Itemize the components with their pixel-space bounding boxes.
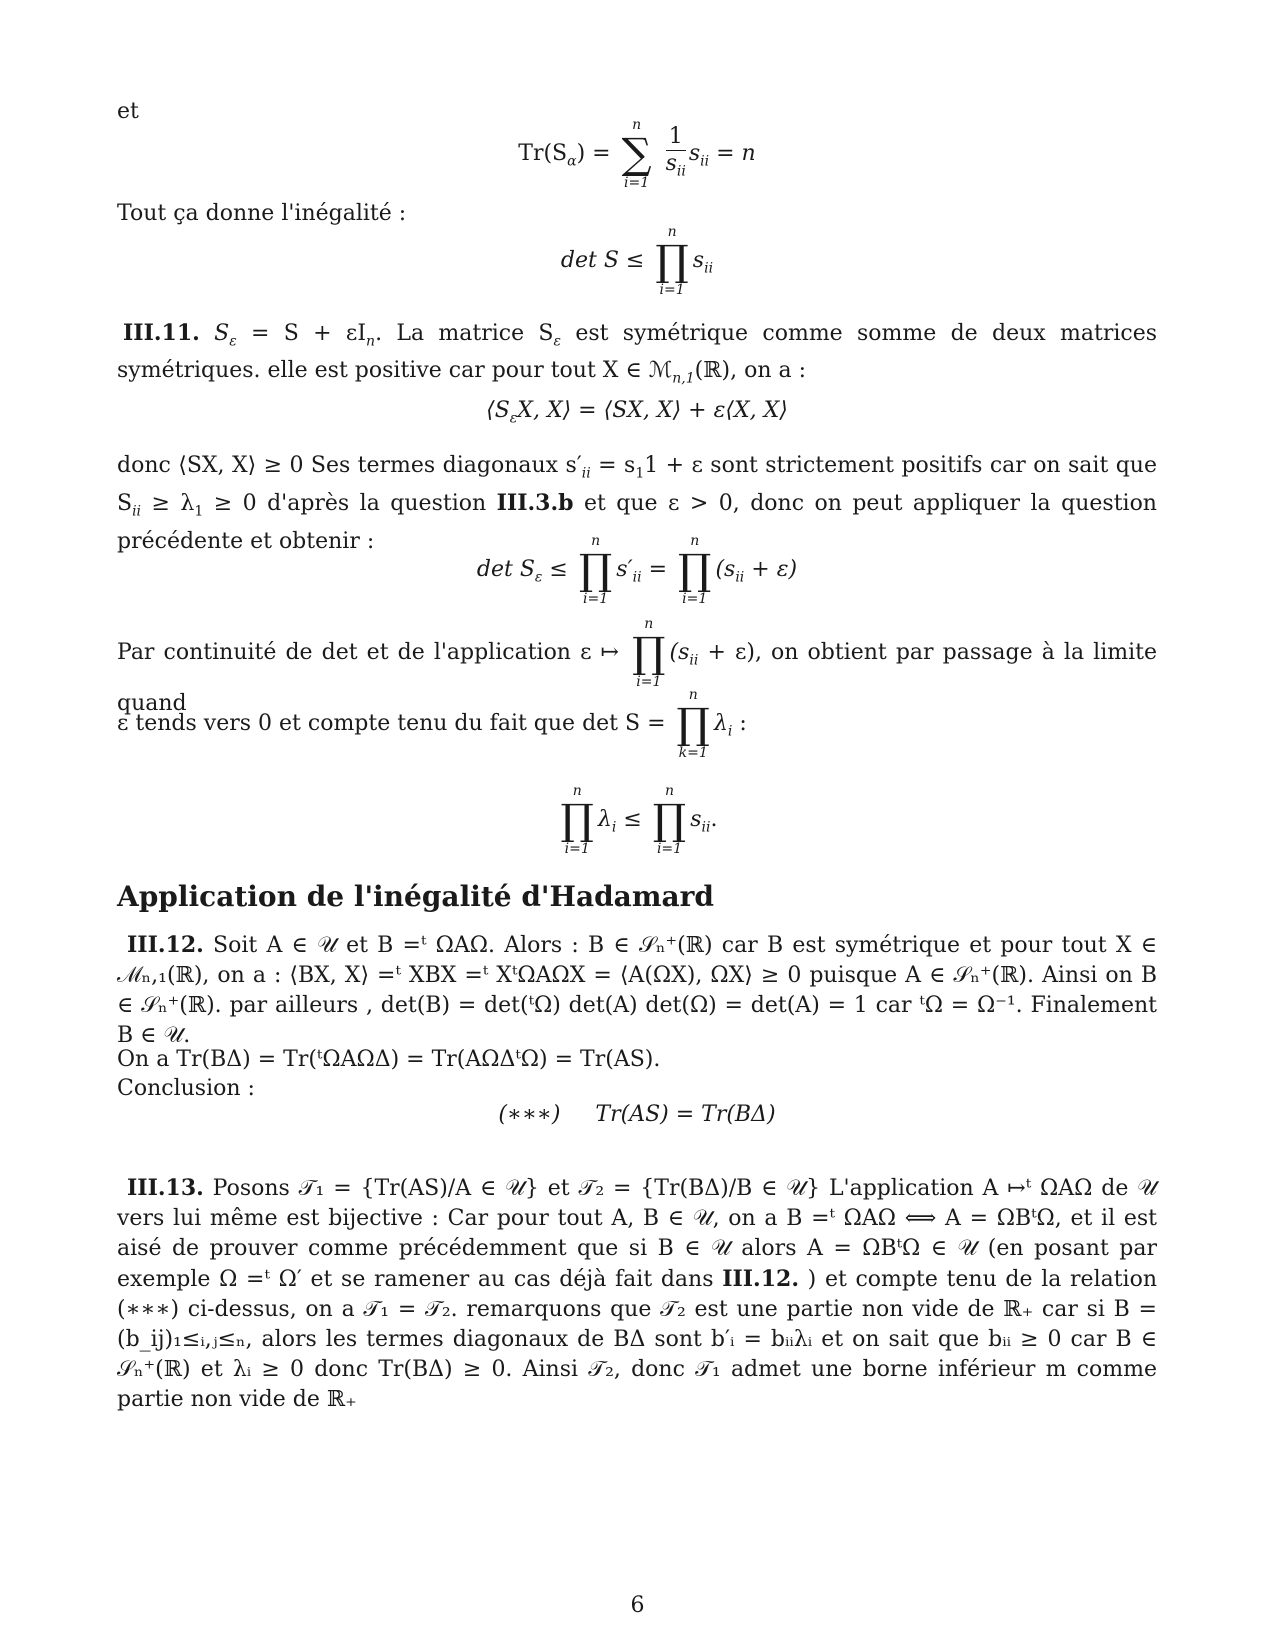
equation-det-eps: $\det S_\varepsilon$ ≤ n ∏ i=1 $s'_{ii}$ = n ∏ i=1 $(s_{ii} + \varepsilon)$	[476, 533, 798, 607]
fraction: $\frac{1}{s_{ii}}$	[665, 123, 686, 180]
sum-operator: n ∑ i=1	[621, 117, 652, 191]
inequality-intro: Tout ça donne l'inégalité :	[117, 201, 407, 226]
equation-conclusion: (∗∗∗) Tr(AS) = Tr(BΔ)	[498, 1102, 776, 1127]
paragraph-q13: III.13. Posons 𝒯₁ = {Tr(AS)/A ∈ 𝒰} et 𝒯₂ = {Tr(BΔ)/B ∈ 𝒰} L'application A ↦ᵗ ΩAΩ de 𝒰 vers lui même est bijective : Car pour tout A, B ∈ 𝒰, on a B =ᵗ ΩAΩ ⟺ A = ΩBᵗΩ, et il est aisé de prouver comme précédemment que si B ∈ 𝒰 alors A = ΩBᵗΩ ∈ 𝒰 (en posant par exemple Ω =ᵗ Ω′ et se ramener au cas déjà fait dans III.12. ) et compte tenu de la relation (∗∗∗) ci-dessus, on a 𝒯₁ = 𝒯₂. remarquons que 𝒯₂ est une partie non vide de ℝ₊ car si B = (b_ij)₁≤ᵢ,ⱼ≤ₙ, alors les termes diagonaux de BΔ sont b′ᵢ = bᵢᵢλᵢ et on sait que bᵢᵢ ≥ 0 car B ∈ 𝒮ₙ⁺(ℝ) et λᵢ ≥ 0 donc Tr(BΔ) ≥ 0. Ainsi 𝒯₂, donc 𝒯₁ admet une borne inférieur m comme partie non vide de ℝ₊	[117, 1175, 1158, 1412]
paragraph-q12: III.12. Soit A ∈ 𝒰 et B =ᵗ ΩAΩ. Alors : B ∈ 𝒮ₙ⁺(ℝ) car B est symétrique et pour tout X ∈ ℳₙ,₁(ℝ), on a : ⟨BX, X⟩ =ᵗ XBX =ᵗ XᵗΩAΩX = ⟨A(ΩX), ΩX⟩ ≥ 0 puisque A ∈ 𝒮ₙ⁺(ℝ). Ainsi on B ∈ 𝒮ₙ⁺(ℝ). par ailleurs , det(B) = det(ᵗΩ) det(A) det(Ω) = det(A) = 1 car ᵗΩ = Ω⁻¹. Finalement B ∈ 𝒰.	[117, 932, 1157, 1048]
equation-hadamard: det S ≤ n ∏ i=1 $s_{ii}$	[560, 224, 714, 298]
product-operator: n ∏ i=1	[632, 616, 666, 690]
paragraph-continuity: Par continuité de det et de l'application ε ↦ n ∏ i=1 $(s_{ii} + \varepsilon)$, on obtient par passage à la limite quand	[117, 616, 1157, 716]
product-operator: n ∏ i=1	[578, 533, 613, 607]
paragraph-limit: ε tends vers 0 et compte tenu du fait que det S = n ∏ k=1 $\lambda_i$ :	[117, 687, 747, 761]
intro-word: et	[117, 99, 139, 124]
equation-trace: $Tr(S_\alpha)$ = n ∑ i=1 $\frac{1}{s_{ii}}$ $s_{ii} = n$	[518, 117, 756, 191]
paragraph-q11: III.11. $S_\varepsilon = S + \varepsilon I_n$. La matrice $S_\varepsilon$ est symétrique comme somme de deux matrices symétriques. elle est positive car pour tout X ∈ ℳ$_{n,1}$(ℝ), on a :	[117, 320, 1158, 387]
equation-scalar-product: $⟨S_\varepsilon X$, X⟩ = ⟨SX, X⟩ + ε⟨X, X⟩	[486, 398, 788, 427]
question-label-q11: III.11.	[123, 320, 200, 346]
page-number: 6	[630, 1593, 645, 1618]
product-operator: n ∏ i=1	[655, 224, 689, 298]
product-operator: n ∏ k=1	[676, 687, 710, 761]
question-label-q13: III.13.	[127, 1175, 204, 1201]
question-label-q12: III.12.	[127, 932, 204, 958]
paragraph-q12-trace: On a Tr(BΔ) = Tr(ᵗΩAΩΔ) = Tr(AΩΔᵗΩ) = Tr(AS).	[117, 1047, 661, 1072]
equation-final-inequality: n ∏ i=1 $\lambda_i$ ≤ n ∏ i=1 $s_{ii}$.	[560, 783, 718, 857]
paragraph-diagonal-terms: donc ⟨SX, X⟩ ≥ 0 Ses termes diagonaux $s'_{ii} = s_11 + \varepsilon$ sont strictement positifs car on sait que $S_{ii} \ge \lambda_1 \ge 0$ d'après la question III.3.b et que ε > 0, donc on peut appliquer la question précédente et obtenir :	[117, 453, 1157, 554]
reference-q3b: III.3.b	[496, 490, 574, 517]
product-operator: n ∏ i=1	[560, 783, 594, 857]
product-operator: n ∏ i=1	[678, 533, 712, 607]
section-title: Application de l'inégalité d'Hadamard	[117, 880, 714, 913]
paragraph-q12-conclusion: Conclusion :	[117, 1076, 255, 1101]
reference-q12: III.12.	[722, 1266, 799, 1292]
equation-tag: (∗∗∗)	[498, 1102, 561, 1127]
product-operator: n ∏ i=1	[652, 783, 687, 857]
